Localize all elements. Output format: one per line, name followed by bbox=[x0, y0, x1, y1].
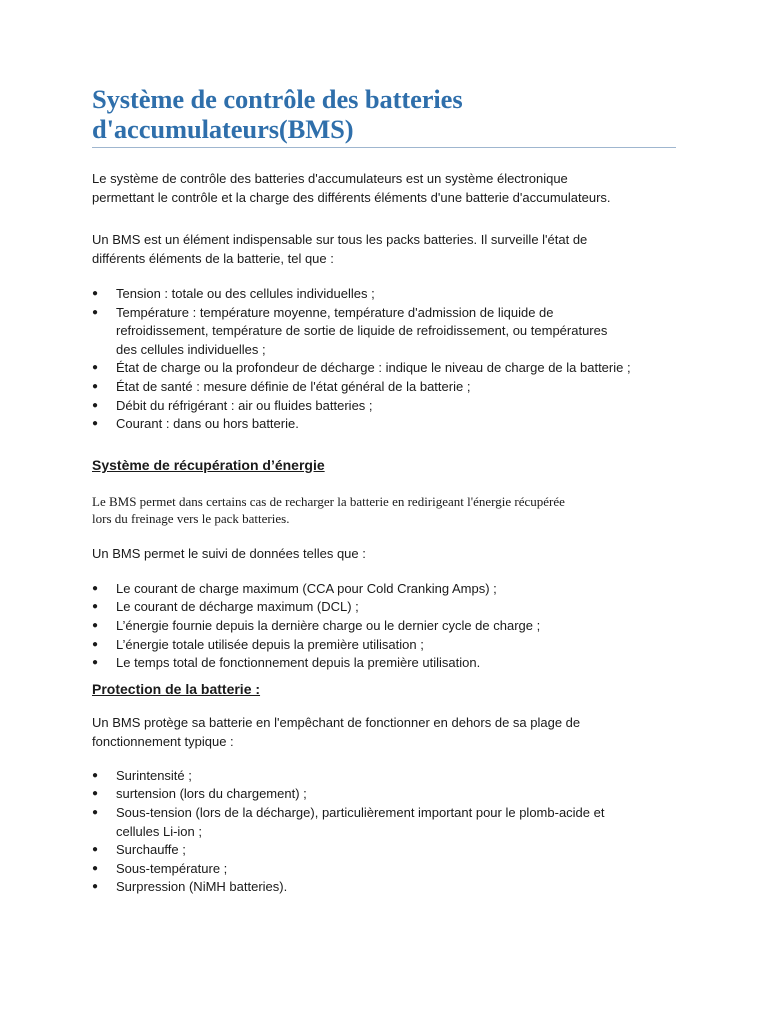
list-item bbox=[92, 636, 676, 655]
list-item bbox=[92, 304, 676, 360]
list-item bbox=[92, 878, 676, 897]
intro-paragraph-1-line-1: Le système de contrôle des batteries d'accumulateurs est un système électronique bbox=[92, 171, 568, 186]
bullet-icon: ● bbox=[92, 806, 99, 818]
list-item bbox=[92, 767, 676, 786]
bullet-icon: ● bbox=[92, 288, 99, 299]
section-heading-recuperation: Système de récupération d’énergie bbox=[92, 456, 325, 473]
recuperation-paragraph-line-2: lors du freinage vers le pack batteries. bbox=[92, 510, 290, 526]
bullet-icon: ● bbox=[92, 862, 99, 874]
list-item-text: État de santé : mesure définie de l'état général de la batterie ; bbox=[116, 378, 471, 394]
list-item-text: Sous-tension (lors de la décharge), particulièrement important pour le plomb-acide et bbox=[116, 804, 605, 820]
list-item-text: Surintensité ; bbox=[116, 767, 192, 783]
list-item-text: État de charge ou la profondeur de décharge : indique le niveau de charge de la batterie ; bbox=[116, 360, 631, 376]
bullet-icon: ● bbox=[92, 582, 99, 594]
bullet-icon: ● bbox=[92, 788, 99, 800]
bullet-icon: ● bbox=[92, 601, 99, 613]
bullet-icon: ● bbox=[92, 362, 99, 374]
bullet-icon: ● bbox=[92, 881, 99, 893]
list-item-text: Le courant de décharge maximum (DCL) ; bbox=[116, 599, 359, 615]
monitored-items-list bbox=[92, 285, 676, 434]
protection-paragraph bbox=[92, 713, 676, 751]
bullet-icon: ● bbox=[92, 844, 99, 856]
bullet-icon: ● bbox=[92, 769, 99, 781]
protection-paragraph-line-1: Un BMS protège sa batterie en l'empêchant de fonctionner en dehors de sa plage de bbox=[92, 714, 581, 730]
intro-paragraph-2-line-1: Un BMS est un élément indispensable sur tous les packs batteries. Il surveille l'état de bbox=[92, 232, 588, 247]
list-item bbox=[92, 580, 676, 599]
list-item-text: Débit du réfrigérant : air ou fluides batteries ; bbox=[116, 397, 373, 413]
intro-paragraph-2-line-2: différents éléments de la batterie, tel que : bbox=[92, 251, 334, 266]
protection-paragraph-line-2: fonctionnement typique : bbox=[92, 733, 234, 749]
list-item bbox=[92, 378, 676, 397]
suivi-paragraph: Un BMS permet le suivi de données telles que : bbox=[92, 545, 366, 561]
list-item-text: Courant : dans ou hors batterie. bbox=[116, 416, 299, 432]
list-item bbox=[92, 860, 676, 879]
recuperation-paragraph bbox=[92, 493, 676, 527]
intro-paragraph-2 bbox=[92, 230, 676, 268]
document-page bbox=[92, 84, 676, 897]
list-item-text: des cellules individuelles ; bbox=[116, 341, 266, 357]
list-item bbox=[92, 617, 676, 636]
title-line-2: d'accumulateurs(BMS) bbox=[92, 114, 354, 144]
list-item bbox=[92, 397, 676, 416]
intro-paragraph-1-line-2: permettant le contrôle et la charge des différents éléments d'une batterie d'accumulateurs. bbox=[92, 190, 611, 205]
list-item bbox=[92, 359, 676, 378]
bullet-icon: ● bbox=[92, 418, 99, 430]
list-item bbox=[92, 654, 676, 673]
protection-items-list bbox=[92, 767, 676, 897]
list-item-text: Température : température moyenne, température d'admission de liquide de bbox=[116, 304, 554, 320]
bullet-icon: ● bbox=[92, 638, 99, 650]
recuperation-paragraph-line-1: Le BMS permet dans certains cas de recharger la batterie en redirigeant l'énergie récupérée bbox=[92, 493, 565, 509]
list-item-text: cellules Li-ion ; bbox=[116, 823, 202, 839]
list-item bbox=[92, 804, 676, 841]
list-item-text: Surchauffe ; bbox=[116, 842, 186, 858]
intro-paragraph-1 bbox=[92, 169, 676, 207]
list-item-text: Le courant de charge maximum (CCA pour Cold Cranking Amps) ; bbox=[116, 580, 497, 596]
section-heading-protection: Protection de la batterie : bbox=[92, 680, 261, 697]
list-item bbox=[92, 415, 676, 434]
list-item bbox=[92, 598, 676, 617]
bullet-icon: ● bbox=[92, 399, 99, 411]
list-item bbox=[92, 841, 676, 860]
list-item-text: Tension : totale ou des cellules individuelles ; bbox=[116, 286, 375, 301]
title-line-1: Système de contrôle des batteries bbox=[92, 84, 463, 114]
bullet-icon: ● bbox=[92, 306, 99, 318]
bullet-icon: ● bbox=[92, 619, 99, 631]
bullet-icon: ● bbox=[92, 657, 99, 669]
list-item-text: surtension (lors du chargement) ; bbox=[116, 786, 307, 802]
list-item-text: Surpression (NiMH batteries). bbox=[116, 879, 288, 895]
bullet-icon: ● bbox=[92, 380, 99, 392]
list-item-text: refroidissement, température de sortie de liquide de refroidissement, ou températures bbox=[116, 323, 608, 339]
list-item-text: L’énergie fournie depuis la dernière charge ou le dernier cycle de charge ; bbox=[116, 617, 541, 633]
suivi-items-list bbox=[92, 580, 676, 673]
list-item bbox=[92, 285, 676, 304]
list-item-text: Le temps total de fonctionnement depuis la première utilisation. bbox=[116, 655, 481, 671]
list-item bbox=[92, 785, 676, 804]
list-item-text: Sous-température ; bbox=[116, 860, 228, 876]
page-title bbox=[92, 84, 676, 148]
list-item-text: L’énergie totale utilisée depuis la première utilisation ; bbox=[116, 636, 424, 652]
